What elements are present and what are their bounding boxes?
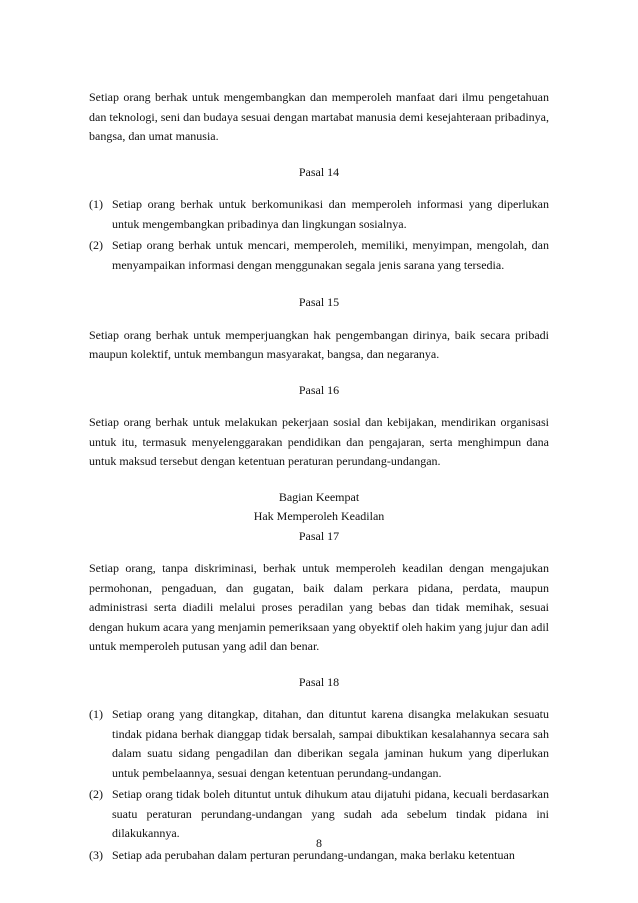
page-body xyxy=(89,88,549,867)
list-item-number: (2) xyxy=(89,787,103,801)
heading-hak-memperoleh-keadilan: Hak Memperoleh Keadilan xyxy=(253,509,385,523)
heading-bagian-keempat: Bagian Keempat xyxy=(278,489,360,504)
heading-pasal-17: Pasal 17 xyxy=(298,528,340,543)
list-item-number: (1) xyxy=(89,707,103,721)
paragraph-pasal-13-continuation: Setiap orang berhak untuk mengembangkan dan memperoleh manfaat dari ilmu pengetahuan dan teknologi, seni dan budaya sesuai dengan martabat manusia demi kesejahteraan pribadinya, bangsa, dan umat manusia. xyxy=(89,90,549,143)
paragraph-pasal-17: Setiap orang, tanpa diskriminasi, berhak untuk memperoleh keadilan dengan mengajukan permohonan, pengaduan, dan gugatan, baik dalam perkara pidana, perdata, maupun administrasi serta diadili melalui proses peradilan yang bebas dan tidak memihak, sesuai dengan hukum acara yang menjamin pemeriksaan yang obyektif oleh hakim yang jujur dan adil untuk memperoleh putusan yang adil dan benar. xyxy=(89,561,549,653)
heading-pasal-15: Pasal 15 xyxy=(298,295,340,309)
list-item-number: (3) xyxy=(89,847,103,862)
list-item-text: Setiap orang yang ditangkap, ditahan, dan dituntut karena disangka melakukan sesuatu tindak pidana berhak dianggap tidak bersalah, sampai dibuktikan kesalahannya secara sah dalam suatu sidang pengadilan dan diberikan segala jaminan hukum yang diperlukan untuk pembelaannya, sesuai dengan ketentuan perundang-undangan. xyxy=(112,707,549,780)
list-item-text: Setiap orang berhak untuk mencari, memperoleh, memiliki, menyimpan, mengolah, dan menyampaikan informasi dengan menggunakan segala jenis sarana yang tersedia. xyxy=(112,238,549,272)
list-item xyxy=(89,195,549,234)
list-item xyxy=(89,236,549,275)
page-number: 8 xyxy=(316,836,322,850)
list-item xyxy=(89,705,549,783)
heading-pasal-14: Pasal 14 xyxy=(298,164,340,179)
paragraph-pasal-16: Setiap orang berhak untuk melakukan pekerjaan sosial dan kebijakan, mendirikan organisasi untuk itu, termasuk menyelenggarakan pendidikan dan pengajaran, serta menghimpun dana untuk maksud tersebut dengan ketentuan peraturan perundang-undangan. xyxy=(89,415,549,468)
list-item xyxy=(89,785,549,844)
list-item-text: Setiap orang berhak untuk berkomunikasi dan memperoleh informasi yang diperlukan untuk mengembangkan pribadinya dan lingkungan sosialnya. xyxy=(112,197,549,231)
list-item-text: Setiap ada perubahan dalam perturan perundang-undangan, maka berlaku ketentuan xyxy=(112,847,515,862)
heading-pasal-18: Pasal 18 xyxy=(298,674,340,689)
heading-pasal-16: Pasal 16 xyxy=(298,382,340,397)
paragraph-pasal-15: Setiap orang berhak untuk memperjuangkan hak pengembangan dirinya, baik secara pribadi maupun kolektif, untuk membangun masyarakat, bangsa, dan negaranya. xyxy=(89,327,549,361)
list-item-number: (2) xyxy=(89,238,103,252)
list-item-number: (1) xyxy=(89,197,103,211)
list-item-text: Setiap orang tidak boleh dituntut untuk dihukum atau dijatuhi pidana, kecuali berdasarkan suatu peraturan perundang-undangan yang sudah ada sebelum tindak pidana ini dilakukannya. xyxy=(112,787,549,840)
pasal-14-list xyxy=(89,195,549,275)
